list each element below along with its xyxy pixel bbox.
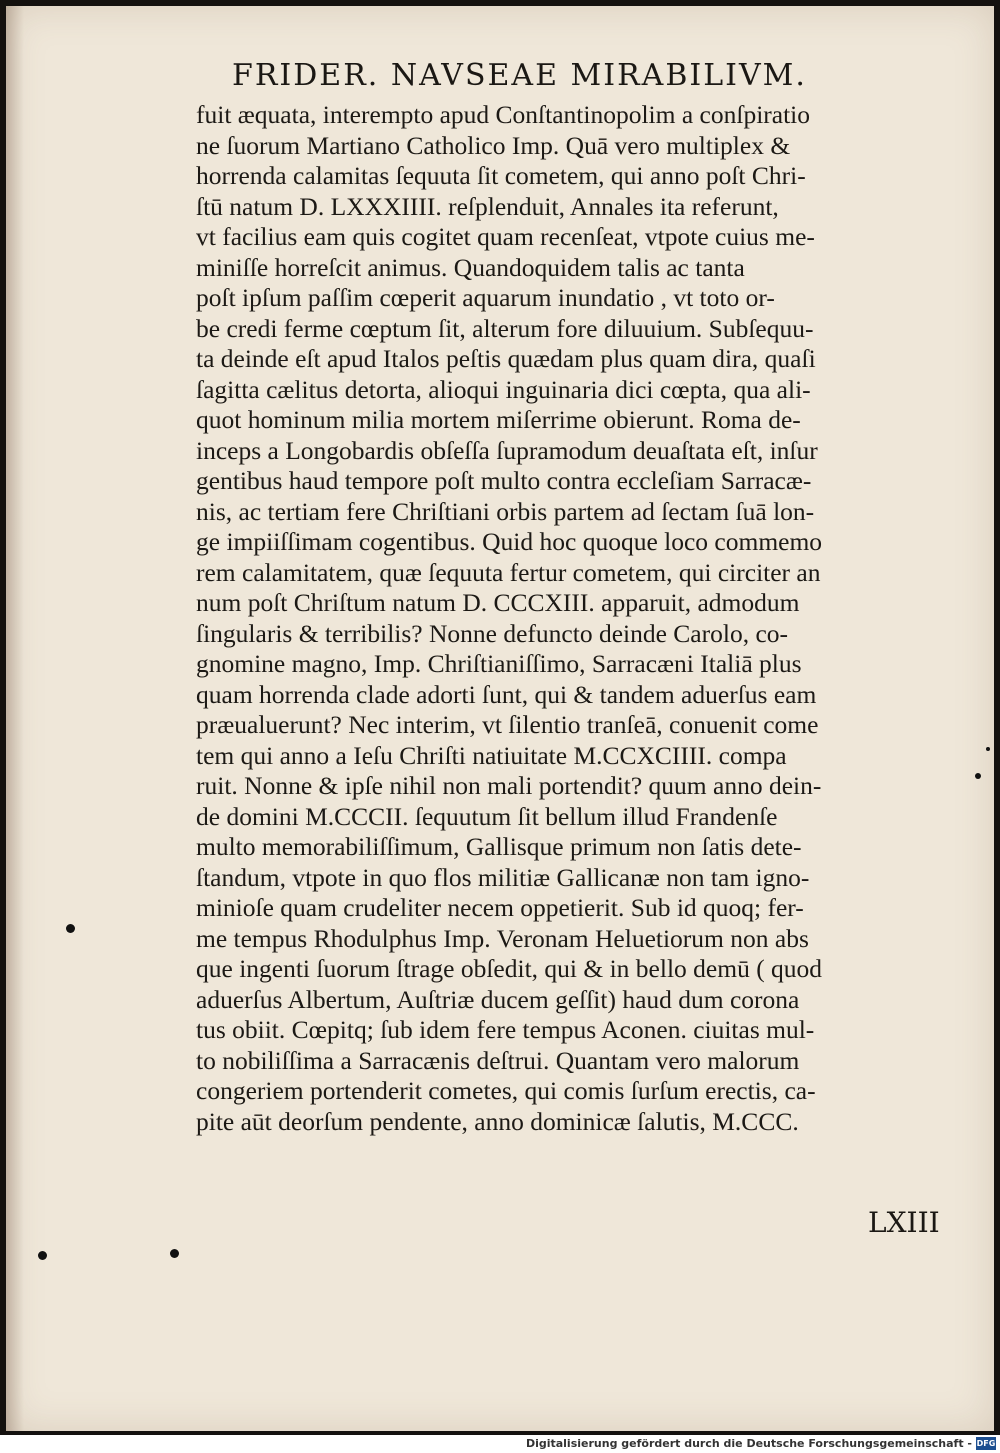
text-line: que ingenti ſuorum ſtrage obſedit, qui & in bello demū ( quod bbox=[196, 954, 823, 983]
text-line: to nobiliſſima a Sarracænis deſtrui. Quantam vero malorum bbox=[196, 1045, 800, 1075]
text-line: minioſe quam crudeliter necem oppetierit. Sub id quoq; fer- bbox=[196, 893, 804, 922]
catchword: LXIII bbox=[868, 1206, 940, 1239]
body-text bbox=[196, 100, 961, 1137]
running-head: FRIDER. NAVSEAE MIRABILIVM. bbox=[232, 58, 807, 93]
text-line: rem calamitatem, quæ ſequuta fertur cometem, qui circiter an bbox=[196, 557, 821, 587]
ink-spot bbox=[986, 747, 990, 751]
text-line: multo memorabiliſſimum, Gallisque primum non ſatis dete- bbox=[196, 832, 802, 861]
text-line: be credi ferme cœptum ſit, alterum fore diluuium. Subſequu- bbox=[196, 313, 814, 343]
text-line: ruit. Nonne & ipſe nihil non mali portendit? quum anno dein- bbox=[196, 771, 822, 800]
text-line: inceps a Longobardis obſeſſa ſupramodum deuaſtata eſt, inſur bbox=[196, 435, 818, 465]
text-line: gnomine magno, Imp. Chriſtianiſſimo, Sarracæni Italiā plus bbox=[196, 649, 802, 678]
text-line: vt facilius eam quis cogitet quam recenſeat, vtpote cuius me- bbox=[196, 222, 815, 251]
text-line: ta deinde eſt apud Italos peſtis quædam plus quam dira, quaſi bbox=[196, 344, 816, 373]
text-line: ſtū natum D. LXXXIIII. reſplenduit, Annales ita referunt, bbox=[196, 191, 779, 221]
dfg-logo: DFG bbox=[976, 1439, 996, 1448]
text-line: ge impiiſſimam cogentibus. Quid hoc quoque loco commemo bbox=[196, 527, 823, 556]
text-line: num poſt Chriſtum natum D. CCCXIII. apparuit, admodum bbox=[196, 588, 800, 617]
text-line: aduerſus Albertum, Auſtriæ ducem geſſit) haud dum corona bbox=[196, 984, 800, 1014]
text-line: præualuerunt? Nec interim, vt ſilentio tranſeā, conuenit come bbox=[196, 710, 819, 739]
text-line: miniſſe horreſcit animus. Quandoquidem talis ac tanta bbox=[196, 252, 745, 282]
text-line: quam horrenda clade adorti ſunt, qui & tandem aduerſus eam bbox=[196, 679, 817, 709]
text-line: gentibus haud tempore poſt multo contra eccleſiam Sarracæ- bbox=[196, 466, 812, 495]
ink-spot bbox=[38, 1251, 47, 1260]
text-line: me tempus Rhodulphus Imp. Veronam Heluetiorum non abs bbox=[196, 923, 809, 953]
text-line: quot hominum milia mortem miſerrime obierunt. Roma de- bbox=[196, 405, 801, 434]
text-line: tem qui anno a Ieſu Chriſti natiuitate M.CCXCIIII. compa bbox=[196, 740, 787, 770]
page-gutter-shadow bbox=[6, 6, 24, 1431]
text-line: congeriem portenderit cometes, qui comis ſurſum erectis, ca- bbox=[196, 1076, 816, 1105]
text-line: de domini M.CCCII. ſequutum ſit bellum illud Frandenſe bbox=[196, 801, 778, 831]
text-line: ſagitta cælitus detorta, alioqui inguinaria dici cœpta, qua ali- bbox=[196, 374, 811, 404]
text-line: fuit æquata, interempto apud Conſtantinopolim a conſpiratio bbox=[196, 100, 811, 129]
text-line: nis, ac tertiam fere Chriſtiani orbis partem ad ſectam ſuā lon- bbox=[196, 496, 815, 526]
ink-spot bbox=[66, 924, 75, 933]
text-line: tus obiit. Cœpitq; ſub idem fere tempus Aconen. ciuitas mul- bbox=[196, 1015, 815, 1044]
text-line: pite aūt deorſum pendente, anno dominicæ ſalutis, M.CCC. bbox=[196, 1106, 799, 1136]
text-line: ne ſuorum Martiano Catholico Imp. Quā vero multiplex & bbox=[196, 130, 791, 160]
footer-credit: Digitalisierung gefördert durch die Deutsche Forschungsgemeinschaft - bbox=[525, 1437, 972, 1450]
text-line: horrenda calamitas ſequuta ſit cometem, qui anno poſt Chri- bbox=[196, 161, 806, 190]
text-line: ſtandum, vtpote in quo flos militiæ Gallicanæ non tam igno- bbox=[196, 862, 810, 892]
ink-spot bbox=[975, 773, 981, 779]
text-line: poſt ipſum paſſim cœperit aquarum inundatio , vt toto or- bbox=[196, 283, 775, 312]
text-line: ſingularis & terribilis? Nonne defuncto deinde Carolo, co- bbox=[196, 618, 789, 648]
ink-spot bbox=[170, 1249, 179, 1258]
